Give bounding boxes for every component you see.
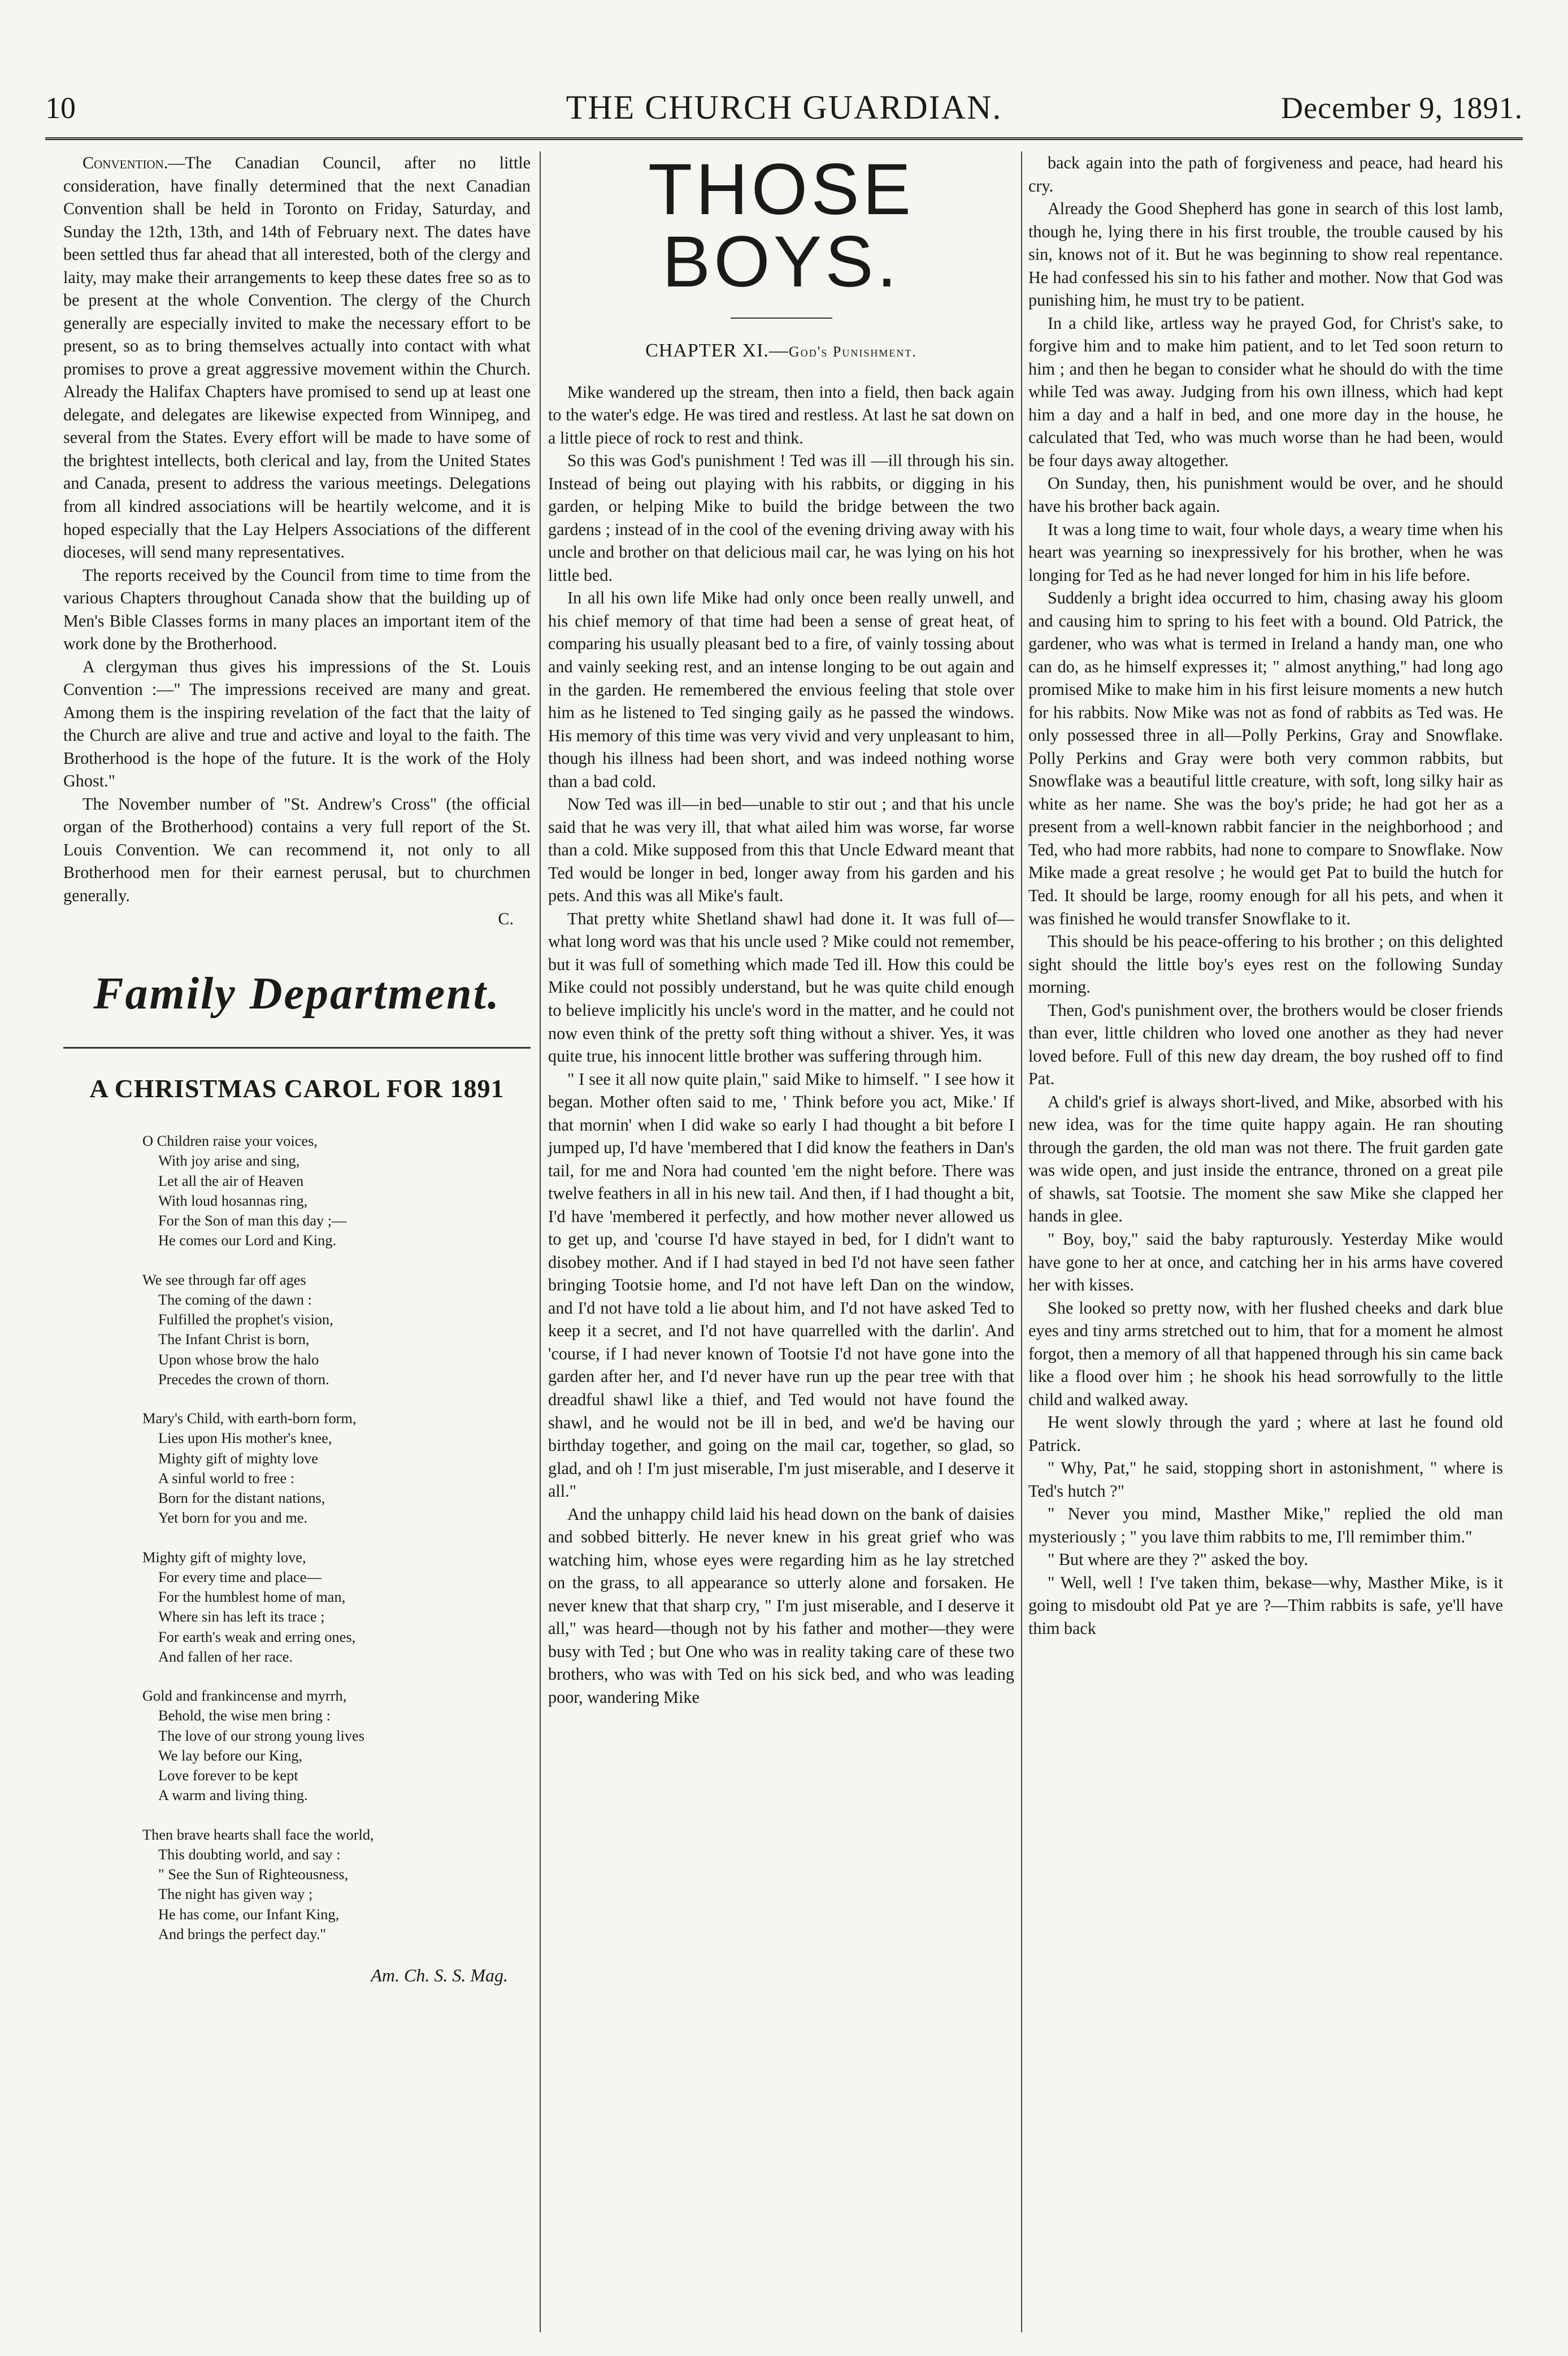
carol-poem xyxy=(63,1131,531,1944)
convention-paragraph: Convention.—The Canadian Council, after no little consideration, have finally determined that the next Canadian Convention shall be held in Toronto on Friday, Saturday, and Sunday the 12th, 13th, and 14th of February next. The dates have been settled thus far ahead that all interested, both of the clergy and laity, may make their arrangements to keep these dates free so as to be present at the whole Convention. The clergy of the Church generally are especially invited to make the necessary effort to be present, so as to bring themselves actually into contact with what promises to prove a great aggressive movement within the Church. Already the Halifax Chapters have promised to send up at least one delegate, and delegates are likewise expected from Winnipeg, and several from the States. Every effort will be made to have some of the brightest intellects, both clerical and lay, from the United States and Canada, present to address the various meetings. Delegations from all kindred associations will be heartily welcome, and it is hoped especially that the Lay Helpers Associations of the different dioceses, will send many representatives. xyxy=(63,153,531,562)
story-paragraph: back again into the path of forgiveness and peace, had heard his cry. xyxy=(1028,153,1503,195)
story-paragraph: He went slowly through the yard ; where at last he found old Patrick. xyxy=(1028,1412,1503,1455)
convention-paragraph: The reports received by the Council from time to time from the various Chapters throughout Canada show that the building up of Men's Bible Classes forms in many places an important item of the work done by the Brotherhood. xyxy=(63,565,531,654)
carol-stanza xyxy=(142,1825,531,1945)
convention-paragraph: A clergyman thus gives his impressions of the St. Louis Convention :—" The impressions received are many and great. Among them is the inspiring revelation of the fact that the laity of the Church are alive and true and active and loyal to the faith. The Brotherhood is the hope of the future. It is the work of the Holy Ghost." xyxy=(63,657,531,791)
publication-title: THE CHURCH GUARDIAN. xyxy=(566,89,1002,126)
carol-line: For every time and place— xyxy=(158,1568,322,1585)
column-left xyxy=(63,151,531,1988)
carol-line: For the humblest home of man, xyxy=(158,1588,346,1606)
carol-line: The night has given way ; xyxy=(158,1885,313,1903)
carol-line: A warm and living thing. xyxy=(158,1786,308,1804)
carol-line: Behold, the wise men bring : xyxy=(158,1707,331,1724)
carol-line: He comes our Lord and King. xyxy=(158,1232,337,1249)
carol-line: Love forever to be kept xyxy=(158,1767,298,1784)
column-middle xyxy=(548,151,1014,1709)
column-divider xyxy=(1021,151,1022,2332)
story-paragraph: A child's grief is always short-lived, and Mike, absorbed with his new idea, was for the time quite happy again. He ran shouting through the garden, the old man was not there. The fruit garden gate was wide open, and just inside the entrance, throned on a great pile of shawls, sat Tootsie. The moment she saw Mike she clapped her hands in glee. xyxy=(1028,1092,1503,1226)
carol-line: Lies upon His mother's knee, xyxy=(158,1429,332,1447)
column-right xyxy=(1028,151,1503,1640)
story-paragraph: And the unhappy child laid his head down on the bank of daisies and sobbed bitterly. He never knew in his great grief who was watching him, whose eyes were regarding him as he lay stretched on the grass, to all appearance so utterly alone and forsaken. He never knew that that sharp cry, " I'm just miserable, and I deserve it all," was heard—though not by his father and mother—they were busy with Ted ; but One who was in reality taking care of these two brothers, who was with Ted on his sick bed, and who was leading poor, wandering Mike xyxy=(548,1504,1014,1707)
header-rule xyxy=(45,137,1523,140)
carol-line: Then brave hearts shall face the world, xyxy=(142,1825,374,1843)
carol-line: The love of our strong young lives xyxy=(158,1727,365,1744)
story-paragraph: Suddenly a bright idea occurred to him, chasing away his gloom and causing him to spring to his feet with a bound. Old Patrick, the gardener, who was what is termed in Ireland a handy man, one who can do, as he himself expresses it; " almost anything," had long ago promised Mike to make him in his first leisure moments a new hutch for his rabbits. Now Mike was not as fond of rabbits as Ted was. He only possessed three in all—Polly Perkins, Gray and Snowflake. Polly Perkins and Gray were both very common rabbits, but Snowflake was a beautiful little creature, with soft, long silky hair as white as her name. She was the boy's pride; he had got her as a present from a well-known rabbit fancier in the neighborhood ; and Ted, who had more rabbits, had none to compare to Snowflake. Now Mike made a great resolve ; he would get Pat to build the hutch for Ted. It should be large, roomy enough for all his pets, and when it was finished he would transfer Snowflake to it. xyxy=(1028,588,1503,928)
carol-line: This doubting world, and say : xyxy=(158,1845,341,1863)
carol-line: Let all the air of Heaven xyxy=(158,1172,304,1189)
convention-lead: Convention. xyxy=(82,153,168,172)
carol-line: Mighty gift of mighty love xyxy=(158,1449,318,1467)
carol-stanza xyxy=(142,1131,531,1251)
carol-line: Yet born for you and me. xyxy=(158,1509,308,1527)
department-title: Family Department. xyxy=(93,969,501,1019)
column-divider xyxy=(540,151,541,2332)
carol-line: With joy arise and sing, xyxy=(158,1152,300,1170)
issue-date: December 9, 1891. xyxy=(1281,91,1523,125)
page-header xyxy=(45,85,1523,136)
convention-signature: C. xyxy=(498,909,514,928)
story-paragraph: This should be his peace-offering to his brother ; on this delighted sight should the little boy's eyes rest on the following Sunday morning. xyxy=(1028,932,1503,997)
convention-paragraph: The November number of "St. Andrew's Cross" (the official organ of the Brotherhood) contains a very full report of the St. Louis Convention. We can recommend it, not only to all Brotherhood men for their earnest perusal, but to churchmen generally. xyxy=(63,794,531,905)
story-paragraph: Now Ted was ill—in bed—unable to stir out ; and that his uncle said that he was very ill, that what ailed him was worse, far worse than a cold. Mike supposed from this that Uncle Edward meant that Ted would be longer in bed, longer away from his garden and his pets. And this was all Mike's fault. xyxy=(548,794,1014,906)
carol-line: O Children raise your voices, xyxy=(142,1132,318,1150)
carol-line: And fallen of her race. xyxy=(158,1648,293,1665)
title-rule xyxy=(731,318,832,319)
story-paragraph: " I see it all now quite plain," said Mike to himself. " I see how it began. Mother often said to me, ' Think before you act, Mike.' If that mornin' when I did wake so early I had thought a bit before I jumped up, I'd have 'membered that I did know the feathers in Dan's tail, for me and Nora had counted 'em the night before. There was twelve feathers in all in his new tail. And then, if I had thought a bit, I'd have 'membered it perfectly, and how mother never allowed us to get up, and 'course I'd have stayed in bed, for I didn't want to disobey mother. And if I had stayed in bed I'd not have seen father bringing Tootsie home, and I'd not have left Dan on the window, and I'd not have told a lie about him, and I'd not have asked Ted to keep it a secret, and I'd not have quarrelled with the darlin'. And 'course, if I had never known of Tootsie I'd not have gone into the garden after her, and I'd never have run up the pear tree with that dreadful shawl like a thief, and Ted would not have found the shawl, and he would not be ill in bed, and we'd be having our birthday together, and going on the mail car, together, so glad, so glad, and oh ! I'm just miserable, I'm just miserable, and I deserve it all." xyxy=(548,1069,1014,1501)
chapter-subtitle: God's Punishment. xyxy=(788,344,917,360)
story-paragraph: Already the Good Shepherd has gone in search of this lost lamb, though he, lying there in his first trouble, the trouble caused by his sin, knows not of it. But he was beginning to show real repentance. He had confessed his sin to his father and mother. Now that God was punishing him, he must try to be patient. xyxy=(1028,199,1503,310)
carol-line: Precedes the crown of thorn. xyxy=(158,1370,329,1388)
carol-line: Mighty gift of mighty love, xyxy=(142,1548,306,1566)
carol-line: Upon whose brow the halo xyxy=(158,1350,319,1368)
carol-line: Gold and frankincense and myrrh, xyxy=(142,1687,347,1705)
carol-line: The coming of the dawn : xyxy=(158,1290,312,1308)
carol-stanza xyxy=(142,1409,531,1528)
story-paragraph: That pretty white Shetland shawl had done it. It was full of—what long word was that his uncle used ? Mike could not remember, but it was full of something which made Ted ill. How this could be Mike could not possibly understand, but he was quite child enough to believe implicitly his uncle's word in the matter, and he could not now even think of the pretty soft thing without a shiver. Yes, it was quite true, his innocent little brother was suffering through him. xyxy=(548,909,1014,1066)
convention-article xyxy=(63,151,531,930)
carol-source: Am. Ch. S. S. Mag. xyxy=(371,1965,508,1986)
story-paragraph: Then, God's punishment over, the brothers would be closer friends than ever, little children who loved one another as they had never loved before. Full of this new day dream, the boy rushed off to find Pat. xyxy=(1028,1000,1503,1089)
carol-line: Fulfilled the prophet's vision, xyxy=(158,1311,333,1328)
story-paragraph: " Why, Pat," he said, stopping short in astonishment, " where is Ted's hutch ?" xyxy=(1028,1458,1503,1501)
carol-stanza xyxy=(142,1270,531,1390)
carol-line: With loud hosannas ring, xyxy=(158,1192,308,1209)
carol-line: " See the Sun of Righteousness, xyxy=(158,1866,349,1883)
story-text-right xyxy=(1028,151,1503,1640)
story-paragraph: So this was God's punishment ! Ted was ill —ill through his sin. Instead of being out playing with his rabbits, or digging in his garden, or helping Mike to build the bridge between the two gardens ; instead of in the cool of the evening driving away with his uncle and brother on that delicious mail car, he was lying on his hot little bed. xyxy=(548,451,1014,585)
carol-line: A sinful world to free : xyxy=(158,1469,295,1486)
carol-title: A CHRISTMAS CAROL FOR 1891 xyxy=(89,1074,505,1103)
carol-line: The Infant Christ is born, xyxy=(158,1331,310,1348)
story-title: THOSE BOYS. xyxy=(648,149,914,302)
carol-line: For the Son of man this day ;— xyxy=(158,1212,347,1229)
carol-stanza xyxy=(142,1686,531,1806)
chapter-heading: CHAPTER XI.—God's Punishment. xyxy=(645,340,917,361)
story-paragraph: " Well, well ! I've taken thim, bekase—why, Masther Mike, is it going to misdoubt old Pat ye are ?—Thim rabbits is safe, ye'll have thim back xyxy=(1028,1572,1503,1638)
story-text-middle xyxy=(548,381,1014,1709)
story-paragraph: " Boy, boy," said the baby rapturously. Yesterday Mike would have gone to her at once, and catching her in his arms have covered her with kisses. xyxy=(1028,1229,1503,1295)
carol-stanza xyxy=(142,1548,531,1667)
carol-line: Born for the distant nations, xyxy=(158,1489,325,1507)
carol-line: For earth's weak and erring ones, xyxy=(158,1628,356,1645)
story-paragraph: Mike wandered up the stream, then into a field, then back again to the water's edge. He was tired and restless. At last he sat down on a little piece of rock to rest and think. xyxy=(548,382,1014,447)
story-paragraph: In all his own life Mike had only once been really unwell, and his chief memory of that time had been a sense of great heat, of comparing his usually pleasant bed to a fire, of vainly tossing about and vainly seeking rest, and an intense longing to be out again and in the garden. He remembered the envious feeling that stole over him as he listened to Ted singing gaily as he passed the windows. His memory of this time was very vivid and very unpleasant to him, though his illness had been short, and was indeed nothing worse than a bad cold. xyxy=(548,588,1014,791)
department-rule xyxy=(63,1047,531,1049)
story-paragraph: " But where are they ?" asked the boy. xyxy=(1048,1550,1309,1570)
story-paragraph: In a child like, artless way he prayed God, for Christ's sake, to forgive him and to make him patient, and to let Ted soon return to him ; and then he began to consider what he should do with the time while Ted was away. Judging from his own illness, which had kept him a day and a half in bed, and one more day in the house, he calculated that Ted, who was much worse than he had been, would be four days away altogether. xyxy=(1028,313,1503,470)
carol-line: We lay before our King, xyxy=(158,1746,303,1764)
story-paragraph: On Sunday, then, his punishment would be over, and he should have his brother back again. xyxy=(1028,473,1503,516)
carol-line: And brings the perfect day." xyxy=(158,1925,327,1942)
story-paragraph: She looked so pretty now, with her flushed cheeks and dark blue eyes and tiny arms stretched out to him, that for a moment he almost forgot, then a memory of all that happened through his sin came back like a flood over him ; he shook his head sorrowfully to the little child and walked away. xyxy=(1028,1298,1503,1409)
carol-line: Where sin has left its trace ; xyxy=(158,1608,325,1625)
story-paragraph: It was a long time to wait, four whole days, a weary time when his heart was yearning so inexpressively for his brother, when he was longing for Ted as he had never longed for him in his life before. xyxy=(1028,519,1503,585)
carol-line: We see through far off ages xyxy=(142,1271,306,1288)
carol-line: Mary's Child, with earth-born form, xyxy=(142,1410,357,1427)
story-paragraph: " Never you mind, Masther Mike," replied the old man mysteriously ; " you lave thim rabbits to me, I'll remimber thim." xyxy=(1028,1504,1503,1546)
carol-line: He has come, our Infant King, xyxy=(158,1905,340,1923)
page-number: 10 xyxy=(45,91,76,125)
